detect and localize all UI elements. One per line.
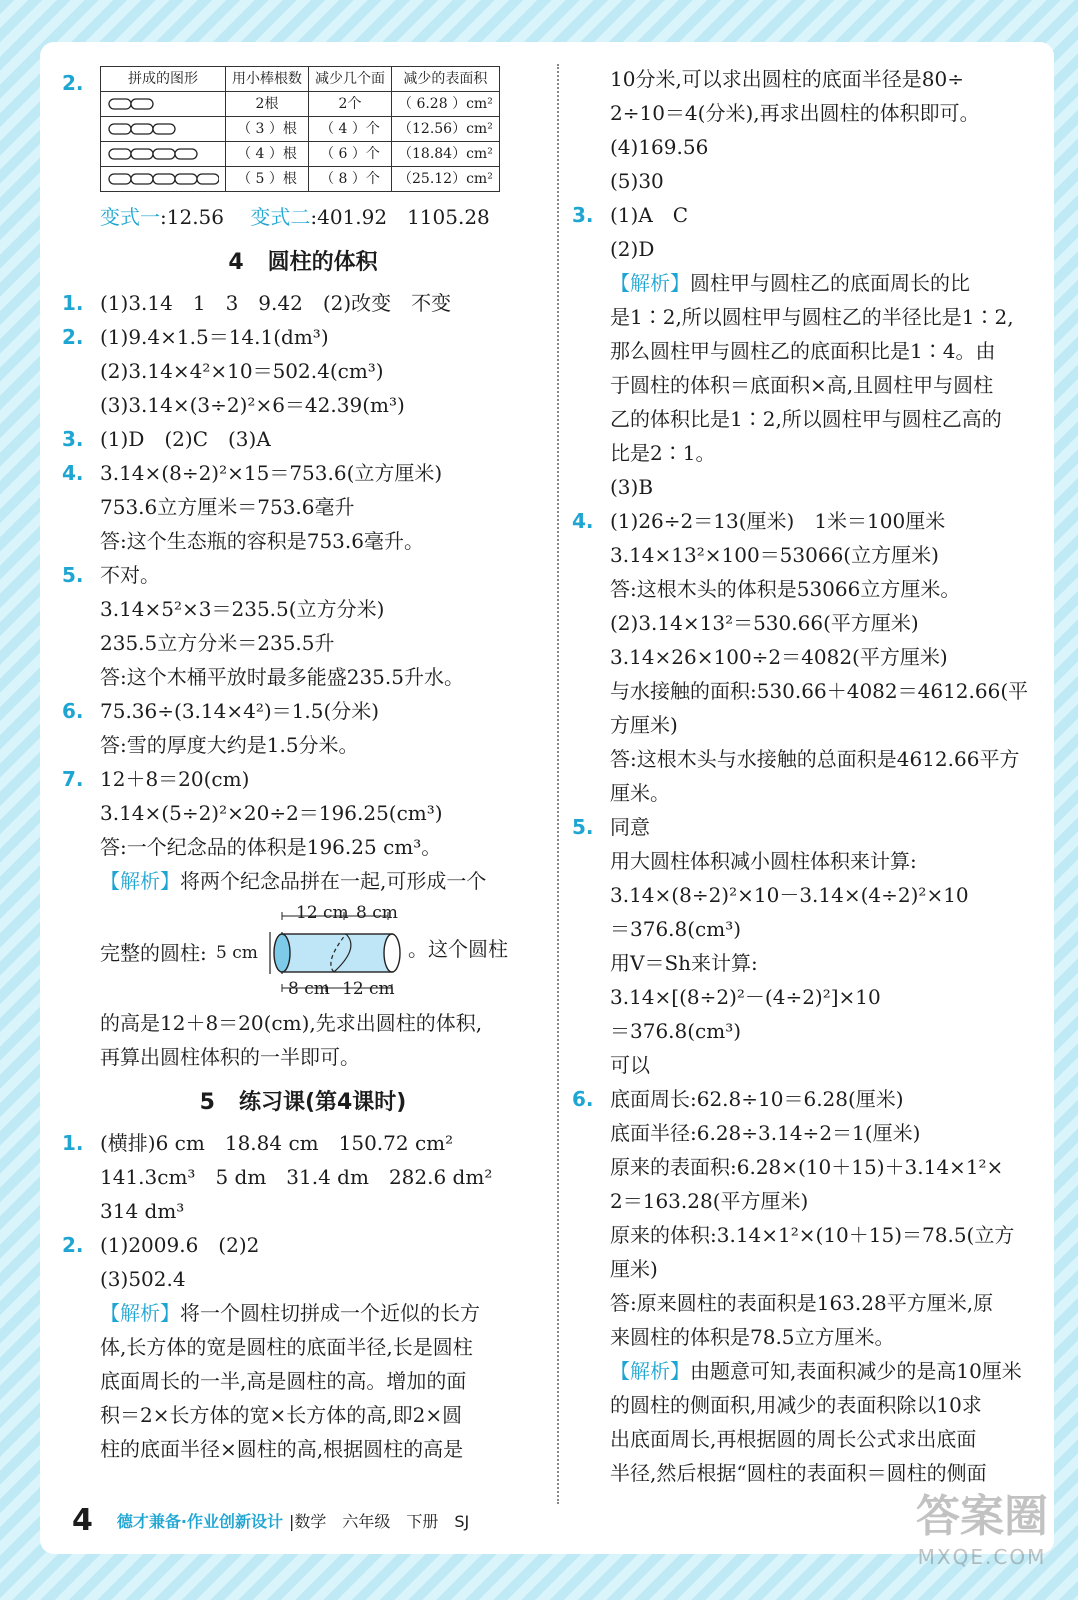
answer-text: 141.3cm³ 5 dm 31.4 dm 282.6 dm² [100,1165,493,1189]
analysis-line-body [68,1432,538,1466]
sticks-drawing [107,96,219,112]
analysis-line-body [578,1422,1038,1456]
question-number: 1. [62,1131,84,1155]
variant-1-label: 变式一 [100,205,160,229]
analysis-line-body [578,266,1038,300]
analysis-text: 将一个圆柱切拼成一个近似的长方 [180,1301,480,1325]
table-cell: （ 6.28 ）cm² [392,92,500,117]
table-header-row [101,67,500,92]
analysis-line [578,1354,1038,1388]
analysis-text: (3)B [610,475,654,499]
answer-line [578,776,1038,810]
table-cell: （ 4 ）个 [309,117,392,142]
figure-bottom-label-b: 12 cm [342,979,395,999]
question-number: 3. [572,203,594,227]
answer-text: (3)502.4 [100,1267,186,1291]
answer-text: (2)3.14×4²×10＝502.4(cm³) [100,359,384,383]
table-cell: （ 6 ）个 [309,142,392,167]
table-cell: （12.56）cm² [392,117,500,142]
question-4-answers [572,504,1038,810]
answer-line [578,674,1038,708]
stick-shape [153,149,175,159]
answer-line [68,626,538,660]
stick-shape [175,174,197,184]
question-5-answers [572,810,1038,1082]
answer-line [578,62,1038,96]
analysis-text: 将两个纪念品拼在一起,可形成一个 [180,869,487,893]
answer-text: 3.14×(8÷2)²×15＝753.6(立方厘米) [100,461,443,485]
variant-answers [68,200,538,234]
answer-text: 答:雪的厚度大约是1.5分米。 [100,733,359,757]
table-header: 用小棒根数 [226,67,309,92]
stick-shape [175,149,197,159]
analysis-line [68,1364,538,1398]
section-5-analysis [68,1296,538,1466]
answer-text: (横排)6 cm 18.84 cm 150.72 cm² [100,1131,454,1155]
analysis-line [578,334,1038,368]
answer-line [578,878,1038,912]
answer-text: 3.14×[(8÷2)²－(4÷2)²]×10 [610,985,881,1009]
answer-text: 答:原来圆柱的表面积是163.28平方厘米,原 [610,1291,994,1315]
answer-line [62,558,538,592]
analysis-text: 体,长方体的宽是圆柱的底面半径,长是圆柱 [100,1335,473,1359]
answer-text: 不对。 [100,563,160,587]
analysis-line-body [578,368,1038,402]
answer-line [62,422,538,456]
analysis-text: 半径,然后根据“圆柱的表面积＝圆柱的侧面 [610,1461,987,1485]
analysis-tag: 【解析】 [100,1301,180,1325]
question-6-analysis [578,1354,1038,1490]
section-4-heading [68,246,538,280]
sticks-drawing [107,146,219,162]
answer-line [62,286,538,320]
answer-line [578,1116,1038,1150]
left-column [62,66,538,1466]
answer-text: (3)3.14×(3÷2)²×6＝42.39(m³) [100,393,405,417]
table-row [101,92,500,117]
footer-info: |数学 六年级 下册 SJ [288,1511,470,1531]
analysis-text: 乙的体积比是1∶2,所以圆柱甲与圆柱乙高的 [610,407,1002,431]
analysis-text: 那么圆柱甲与圆柱乙的底面积比是1∶4。由 [610,339,996,363]
answer-line [578,1184,1038,1218]
answer-text: 厘米。 [610,781,670,805]
stick-table [100,66,500,192]
stick-figure [101,167,226,192]
stick-figure [101,92,226,117]
table-row [101,117,500,142]
stick-shape [109,124,131,134]
figure-top-label-a: 12 cm [296,903,349,923]
analysis-text: 于圆柱的体积＝底面积×高,且圆柱甲与圆柱 [610,373,994,397]
answer-line [68,1262,538,1296]
stick-shape [131,149,153,159]
answer-line [578,1048,1038,1082]
answer-line [572,810,1038,844]
figure-height-label: 5 cm [216,943,258,963]
question-3-answers [572,198,1038,266]
variant-2-value: :401.92 1105.28 [310,205,490,229]
answer-text: 12＋8＝20(cm) [100,767,250,791]
q7-analysis-line [68,1006,538,1040]
analysis-line-body [68,1398,538,1432]
answer-text: 方厘米) [610,713,678,737]
analysis-text: 的圆柱的侧面积,用减少的表面积除以10求 [610,1393,982,1417]
analysis-line [578,436,1038,470]
section-number: 5 [199,1090,215,1115]
question-number: 2. [62,325,84,349]
figure-top-label-b: 8 cm [356,903,398,923]
answer-text: 答:这个生态瓶的容积是753.6毫升。 [100,529,424,553]
table-row [101,167,500,192]
answer-line [578,742,1038,776]
question-6-answers [572,1082,1038,1354]
answer-text: 753.6立方厘米＝753.6毫升 [100,495,355,519]
analysis-line-body [578,470,1038,504]
answer-line [68,660,538,694]
answer-line [68,490,538,524]
section-title: 练习课(第4课时) [238,1090,407,1115]
analysis-line [578,300,1038,334]
analysis-line [578,1388,1038,1422]
answer-text: 3.14×13²×100＝53066(立方厘米) [610,543,939,567]
stick-shape [109,149,131,159]
analysis-text: 圆柱甲与圆柱乙的底面周长的比 [690,271,970,295]
table-cell: （25.12）cm² [392,167,500,192]
q7-analysis [68,864,538,898]
analysis-line [68,1296,538,1330]
table-cell: 2根 [226,92,309,117]
answer-line [62,456,538,490]
stick-figure [101,142,226,167]
table-header: 减少的表面积 [392,67,500,92]
answer-line [578,1014,1038,1048]
table-row [101,142,500,167]
figure-right-text: 。这个圆柱 [408,937,508,961]
column-divider [557,64,559,1504]
answer-text: 底面半径:6.28÷3.14÷2＝1(厘米) [610,1121,921,1145]
figure-left-text: 完整的圆柱: [100,941,207,965]
answer-line [68,796,538,830]
question-number: 2. [62,71,84,95]
answer-text: ＝376.8(cm³) [610,917,742,941]
analysis-line [578,266,1038,300]
analysis-line-body [578,334,1038,368]
answer-line [578,1252,1038,1286]
answer-line [578,708,1038,742]
answer-text: 用大圆柱体积减小圆柱体积来计算: [610,849,917,873]
answer-line [578,1218,1038,1252]
analysis-line [68,1398,538,1432]
continued-answer [578,62,1038,198]
table-cell: 2个 [309,92,392,117]
answer-line [68,524,538,558]
watermark-url: MXQE.COM [917,1545,1047,1569]
analysis-line [578,402,1038,436]
question-number: 4. [572,509,594,533]
question-2-table-block [62,66,538,192]
answer-line [62,320,538,354]
answer-line [578,1150,1038,1184]
analysis-line [578,1456,1038,1490]
answer-text: 同意 [610,815,650,839]
analysis-line-body [578,1456,1038,1490]
question-number: 4. [62,461,84,485]
stick-shape [109,99,131,109]
answer-text: 答:一个纪念品的体积是196.25 cm³。 [100,835,442,859]
analysis-text: 是1∶2,所以圆柱甲与圆柱乙的半径比是1∶2, [610,305,1014,329]
stick-shape [153,174,175,184]
stick-shape [131,124,153,134]
cylinder-figure [68,902,538,1002]
answer-line [578,912,1038,946]
answer-text: 2＝163.28(平方厘米) [610,1189,809,1213]
answer-line [572,504,1038,538]
analysis-text: 再算出圆柱体积的一半即可。 [100,1045,360,1069]
answer-line [68,388,538,422]
answer-line [572,198,1038,232]
analysis-line [578,470,1038,504]
answer-text: (2)3.14×13²＝530.66(平方厘米) [610,611,919,635]
answer-text: 答:这根木头与水接触的总面积是4612.66平方 [610,747,1020,771]
answer-line [578,1320,1038,1354]
question-number: 6. [572,1087,594,1111]
footer-brand: 德才兼备·作业创新设计 [116,1511,283,1531]
right-column [572,62,1038,1490]
sticks-drawing [107,171,219,187]
analysis-text: 柱的底面半径×圆柱的高,根据圆柱的高是 [100,1437,464,1461]
answer-line [572,1082,1038,1116]
variant-2-label: 变式二 [250,205,311,229]
analysis-line [578,368,1038,402]
answer-text: 3.14×(5÷2)²×20÷2＝196.25(cm³) [100,801,443,825]
answer-line [62,1126,538,1160]
analysis-line-body [68,1330,538,1364]
answer-text: (2)D [610,237,655,261]
answer-text: 3.14×(8÷2)²×10－3.14×(4÷2)²×10 [610,883,969,907]
answer-line [62,694,538,728]
answer-line [578,844,1038,878]
answer-text: 与水接触的面积:530.66＋4082＝4612.66(平 [610,679,1029,703]
table-cell: （18.84）cm² [392,142,500,167]
answer-line [68,354,538,388]
q7-analysis-line [68,1040,538,1074]
answer-line [578,164,1038,198]
answer-text: 厘米) [610,1257,658,1281]
analysis-text: 比是2∶1。 [610,441,716,465]
answer-line [68,830,538,864]
analysis-text: 的高是12＋8＝20(cm),先求出圆柱的体积, [100,1011,483,1035]
answer-line [68,728,538,762]
stick-figure [101,117,226,142]
answer-text: (5)30 [610,169,664,193]
analysis-line [68,1432,538,1466]
answer-line [68,1194,538,1228]
table-header: 减少几个面 [309,67,392,92]
table-cell: （ 8 ）个 [309,167,392,192]
analysis-line-body [578,300,1038,334]
answer-line [578,640,1038,674]
answer-text: 用V＝Sh来计算: [610,951,758,975]
section-4-answers [62,286,538,864]
stick-shape [131,99,153,109]
answer-text: (4)169.56 [610,135,709,159]
answer-line [578,96,1038,130]
answer-line [578,1286,1038,1320]
answer-line [578,572,1038,606]
watermark-text: 答案圈 [916,1491,1048,1542]
sticks-drawing [107,121,219,137]
answer-text: 底面周长:62.8÷10＝6.28(厘米) [610,1087,904,1111]
answer-text: 原来的表面积:6.28×(10＋15)＋3.14×1²× [610,1155,1004,1179]
answer-text: 原来的体积:3.14×1²×(10＋15)＝78.5(立方 [610,1223,1015,1247]
page-footer [72,1500,469,1540]
answer-line [578,606,1038,640]
answer-text: 75.36÷(3.14×4²)＝1.5(分米) [100,699,380,723]
stick-shape [109,174,131,184]
analysis-line-body [578,402,1038,436]
table-cell: （ 4 ）根 [226,142,309,167]
question-number: 7. [62,767,84,791]
answer-line [578,980,1038,1014]
analysis-line-body [578,1354,1038,1388]
section-5-heading [68,1086,538,1120]
watermark-logo [902,1490,1062,1580]
answer-text: 2÷10＝4(分米),再求出圆柱的体积即可。 [610,101,980,125]
question-number: 3. [62,427,84,451]
section-5-answers [62,1126,538,1296]
analysis-line-body [578,1388,1038,1422]
answer-text: 答:这根木头的体积是53066立方厘米。 [610,577,961,601]
analysis-text: 出底面周长,再根据圆的周长公式求出底面 [610,1427,977,1451]
question-3-analysis [578,266,1038,504]
answer-text: 314 dm³ [100,1199,185,1223]
answer-line [68,592,538,626]
answer-line [578,232,1038,266]
analysis-line-body [578,436,1038,470]
table-cell: （ 5 ）根 [226,167,309,192]
answer-text: (1)D (2)C (3)A [100,427,271,451]
analysis-tag: 【解析】 [610,1359,690,1383]
answer-line [578,538,1038,572]
answer-text: 10分米,可以求出圆柱的底面半径是80÷ [610,67,965,91]
answer-line [68,1160,538,1194]
answer-text: 来圆柱的体积是78.5立方厘米。 [610,1325,895,1349]
answer-text: 答:这个木桶平放时最多能盛235.5升水。 [100,665,464,689]
stick-shape [131,174,153,184]
answer-line [578,946,1038,980]
analysis-line [578,1422,1038,1456]
figure-bottom-label-a: 8 cm [288,979,330,999]
question-number: 2. [62,1233,84,1257]
answer-text: (1)26÷2＝13(厘米) 1米＝100厘米 [610,509,946,533]
analysis-text: 底面周长的一半,高是圆柱的高。增加的面 [100,1369,467,1393]
variant-1-value: :12.56 [160,205,224,229]
question-number: 5. [62,563,84,587]
answer-text: 3.14×26×100÷2＝4082(平方厘米) [610,645,948,669]
analysis-tag: 【解析】 [610,271,690,295]
question-number: 5. [572,815,594,839]
answer-text: (1)A C [610,203,689,227]
answer-text: ＝376.8(cm³) [610,1019,742,1043]
table-header: 拼成的图形 [101,67,226,92]
question-number: 1. [62,291,84,315]
analysis-line [68,1330,538,1364]
answer-text: 可以 [610,1053,650,1077]
answer-text: 3.14×5²×3＝235.5(立方分米) [100,597,385,621]
answer-line [62,762,538,796]
analysis-text: 积＝2×长方体的宽×长方体的高,即2×圆 [100,1403,463,1427]
answer-text: (1)3.14 1 3 9.42 (2)改变 不变 [100,291,452,315]
analysis-line-body [68,1296,538,1330]
page-number: 4 [72,1502,93,1538]
question-number: 6. [62,699,84,723]
analysis-line-body [68,1364,538,1398]
analysis-tag: 【解析】 [100,869,180,893]
answer-text: (1)9.4×1.5＝14.1(dm³) [100,325,329,349]
stick-shape [197,174,219,184]
answer-text: (1)2009.6 (2)2 [100,1233,260,1257]
answer-line [578,130,1038,164]
section-title: 圆柱的体积 [267,250,378,275]
section-number: 4 [228,250,244,275]
stick-shape [153,124,175,134]
answer-line [62,1228,538,1262]
table-cell: （ 3 ）根 [226,117,309,142]
answer-text: 235.5立方分米＝235.5升 [100,631,335,655]
analysis-text: 由题意可知,表面积减少的是高10厘米 [690,1359,1022,1383]
